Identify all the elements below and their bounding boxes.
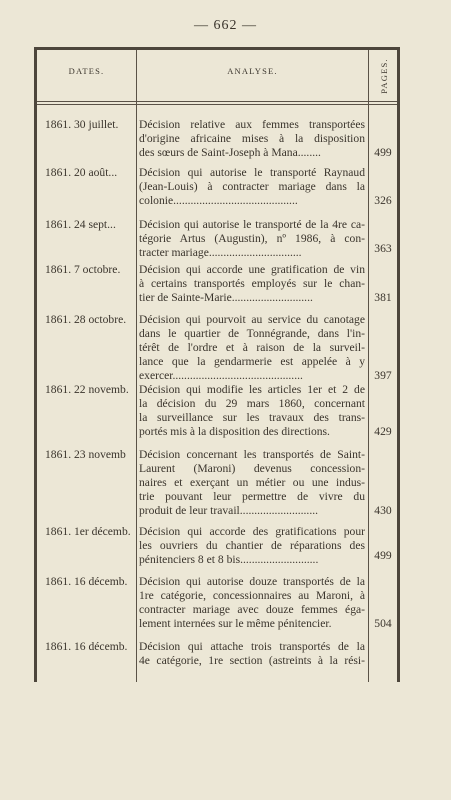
row-date: 1861. 16 décemb. [45,575,128,588]
row-page: 326 [374,194,392,207]
header-rule [37,101,397,105]
row-analysis-line: trie pouvant leur permettre de vivre du [139,490,365,503]
row-analysis [139,313,365,383]
row-analysis-line: térêt de l'ordre et à raison de la surveil- [139,341,365,354]
row-analysis [139,448,365,518]
header-pages [371,52,397,100]
row-page: 499 [374,146,392,159]
row-date: 1861. 23 novemb [45,448,126,461]
row-date: 1861. 7 octobre. [45,263,121,276]
row-page: 381 [374,291,392,304]
row-analysis [139,525,365,567]
row-analysis-line: (Jean-Louis) à contracter mariage dans la [139,180,365,193]
row-page: 429 [374,425,392,438]
row-analysis-line: contracter mariage avec douze femmes éga- [139,603,365,616]
row-analysis-line: Décision qui autorise le transporté Raynaud [139,166,365,179]
row-analysis-line: la décision du 29 mars 1860, concernant [139,397,365,410]
index-table [34,47,400,682]
row-analysis [139,218,365,260]
row-analysis [139,263,365,305]
row-analysis-line: Décision relative aux femmes transportées [139,118,365,131]
row-page: 397 [374,369,392,382]
row-analysis-line: pénitenciers 8 et 8 bis........................... [139,553,319,566]
row-date: 1861. 22 novemb. [45,383,129,396]
row-analysis-line: Décision concernant les transportés de Saint- [139,448,365,461]
row-page: 430 [374,504,392,517]
header-analyse: ANALYSE. [227,66,278,76]
row-analysis [139,166,365,208]
column-divider-dates [136,50,137,682]
row-analysis-line: lement internées sur le même pénitencier. [139,617,332,630]
row-analysis-line: Décision qui attache trois transportés de la [139,640,365,653]
row-analysis-line: Décision qui autorise le transporté de la 4re ca- [139,218,365,231]
row-analysis-line: Décision qui modifie les articles 1er et 2 de [139,383,365,396]
row-date: 1861. 24 sept... [45,218,116,231]
row-analysis [139,640,365,668]
row-analysis-line: tégorie Artus (Augustin), nº 1986, à con- [139,232,365,245]
header-pages-label: PAGES. [379,58,389,94]
row-analysis-line: les ouvriers du chantier de réparations des [139,539,365,552]
row-analysis-line: tracter mariage................................ [139,246,302,259]
row-analysis-line: naires et exerçant un métier ou une indus- [139,476,365,489]
row-analysis-line: la surveillance sur les travaux des trans- [139,411,365,424]
row-analysis-line: Décision qui pourvoit au service du canotage [139,313,365,326]
row-analysis [139,383,365,439]
row-analysis-line: à certains transportés employés sur le chan- [139,277,365,290]
row-analysis-line: Décision qui accorde des gratifications pour [139,525,365,538]
header-dates: DATES. [68,66,105,76]
row-analysis-line: des sœurs de Saint-Joseph à Mana........ [139,146,321,159]
row-analysis-line: portés mis à la disposition des directions. [139,425,330,438]
row-analysis-line: colonie........................................... [139,194,298,207]
row-analysis-line: 4e catégorie, 1re section (astreints à la rési- [139,654,365,667]
row-page: 499 [374,549,392,562]
row-analysis-line: exercer............................................. [139,369,303,382]
row-date: 1861. 28 octobre. [45,313,127,326]
row-analysis-line: d'origine africaine mises à la disposition [139,132,365,145]
row-analysis-line: 1re catégorie, concessionnaires au Maroni, à [139,589,365,602]
row-analysis [139,575,365,631]
row-date: 1861. 20 août... [45,166,118,179]
row-page: 504 [374,617,392,630]
row-analysis-line: lance que la gendarmerie est appelée à y [139,355,365,368]
row-page: 363 [374,242,392,255]
row-analysis-line: Laurent (Maroni) devenus concession- [139,462,365,475]
row-analysis-line: Décision qui accorde une gratification de vin [139,263,365,276]
row-analysis-line: tier de Sainte-Marie............................ [139,291,313,304]
row-date: 1861. 1er décemb. [45,525,131,538]
row-analysis [139,118,365,160]
row-date: 1861. 16 décemb. [45,640,128,653]
column-divider-pages [368,50,369,682]
row-analysis-line: dans le quartier de Tonnégrande, dans l'in- [139,327,365,340]
row-date: 1861. 30 juillet. [45,118,119,131]
page-number: — 662 — [194,18,257,33]
row-analysis-line: Décision qui autorise douze transportés de la [139,575,365,588]
row-analysis-line: produit de leur travail........................... [139,504,319,517]
